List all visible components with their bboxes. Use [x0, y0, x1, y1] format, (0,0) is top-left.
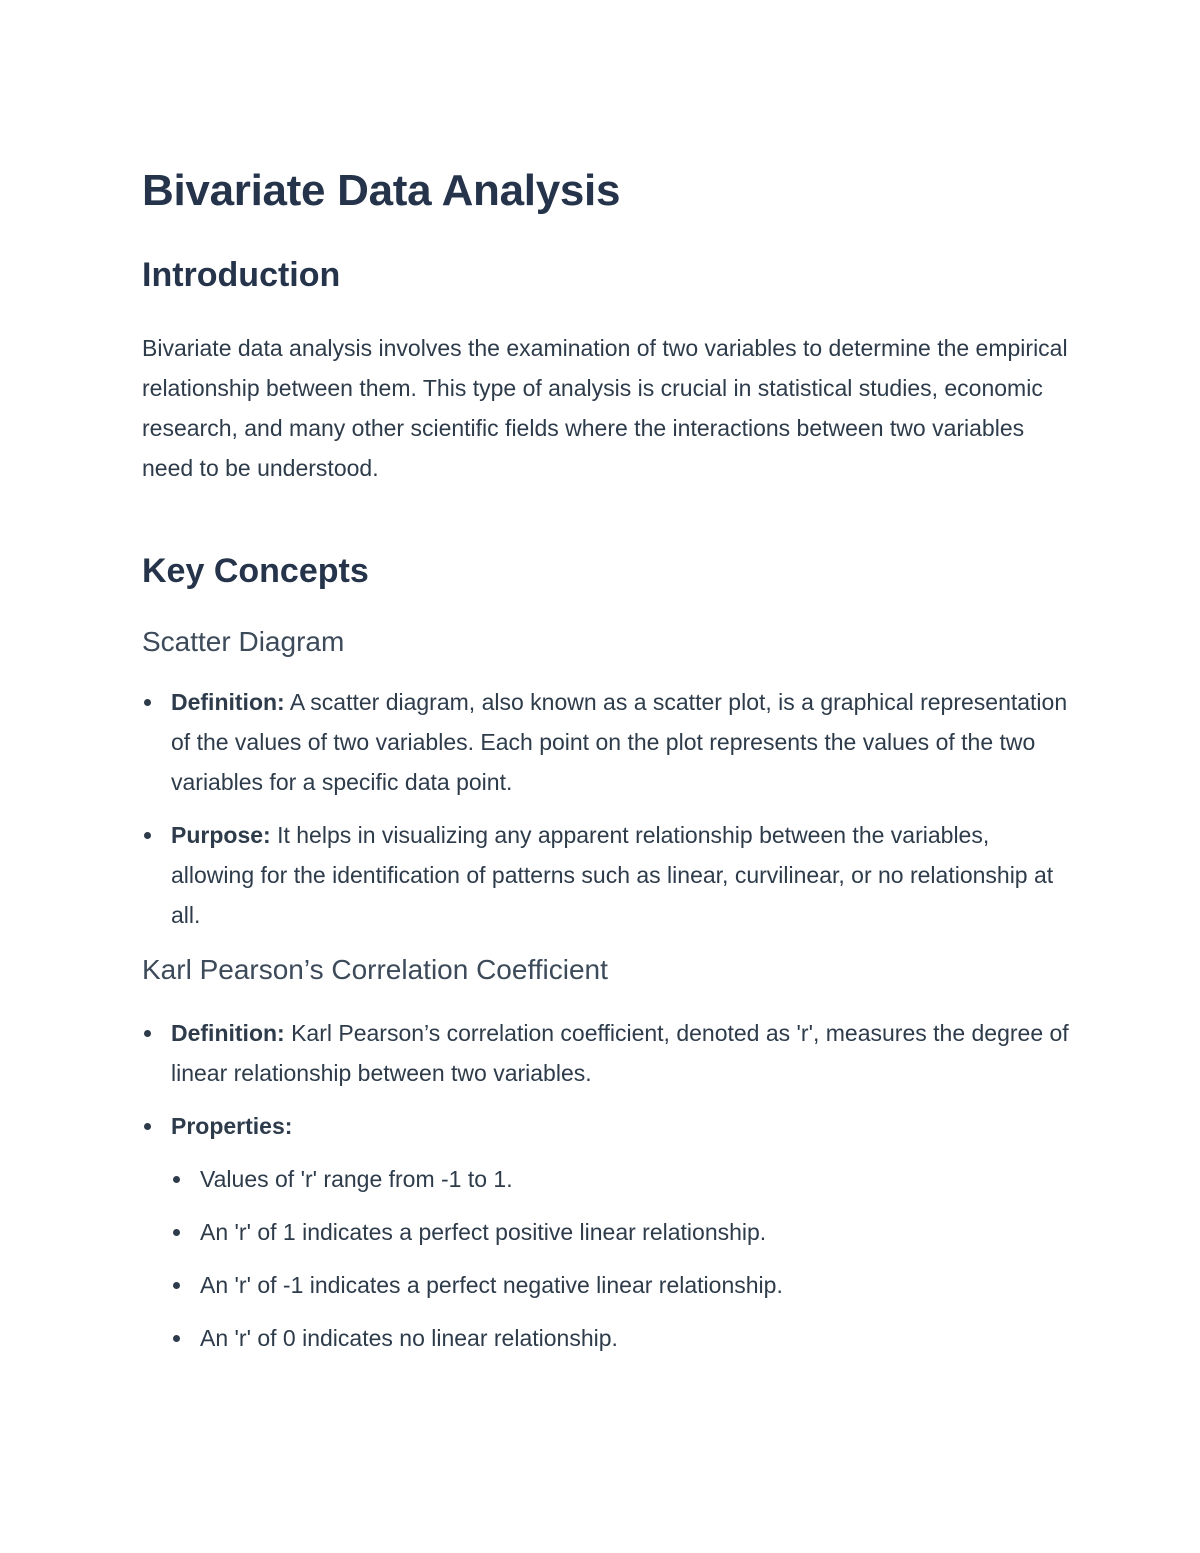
list-item-text: A scatter diagram, also known as a scatter plot, is a graphical representation of the values of two variables. Each point on the plot represents the values of the two variables for a specific data point. — [171, 689, 1068, 795]
list-item-text: Karl Pearson’s correlation coefficient, denoted as 'r', measures the degree of linear relationship between two variables. — [171, 1020, 1069, 1086]
sub-list-item: An 'r' of 1 indicates a perfect positive linear relationship. — [142, 1212, 1072, 1252]
introduction-heading: Introduction — [142, 256, 341, 294]
pearson-heading: Karl Pearson’s Correlation Coefficient — [142, 954, 608, 985]
sub-list-item: Values of 'r' range from -1 to 1. — [142, 1159, 1072, 1199]
list-item-text: It helps in visualizing any apparent relationship between the variables, allowing for the identification of patterns such as linear, curvilinear, or no relationship at all. — [171, 822, 1054, 928]
list-item — [142, 1013, 1072, 1093]
list-item — [142, 815, 1072, 935]
sub-list-item: An 'r' of 0 indicates no linear relationship. — [142, 1318, 1072, 1358]
list-item-term: Definition: — [171, 1020, 285, 1046]
sub-list-item: An 'r' of -1 indicates a perfect negative linear relationship. — [142, 1265, 1072, 1305]
list-item — [142, 1106, 1072, 1146]
scatter-diagram-heading: Scatter Diagram — [142, 626, 345, 657]
pearson-list — [142, 1013, 1072, 1371]
list-item-term: Properties: — [171, 1113, 293, 1139]
scatter-diagram-list — [142, 682, 1072, 948]
introduction-paragraph: Bivariate data analysis involves the examination of two variables to determine the empirical relationship between them. This type of analysis is crucial in statistical studies, economic research, and many other scientific fields where the interactions between two variables need to be understood. — [142, 335, 1068, 481]
list-item-term: Definition: — [171, 689, 285, 715]
document-title: Bivariate Data Analysis — [142, 166, 621, 215]
list-item-term: Purpose: — [171, 822, 271, 848]
list-item — [142, 682, 1072, 802]
key-concepts-heading: Key Concepts — [142, 552, 369, 590]
